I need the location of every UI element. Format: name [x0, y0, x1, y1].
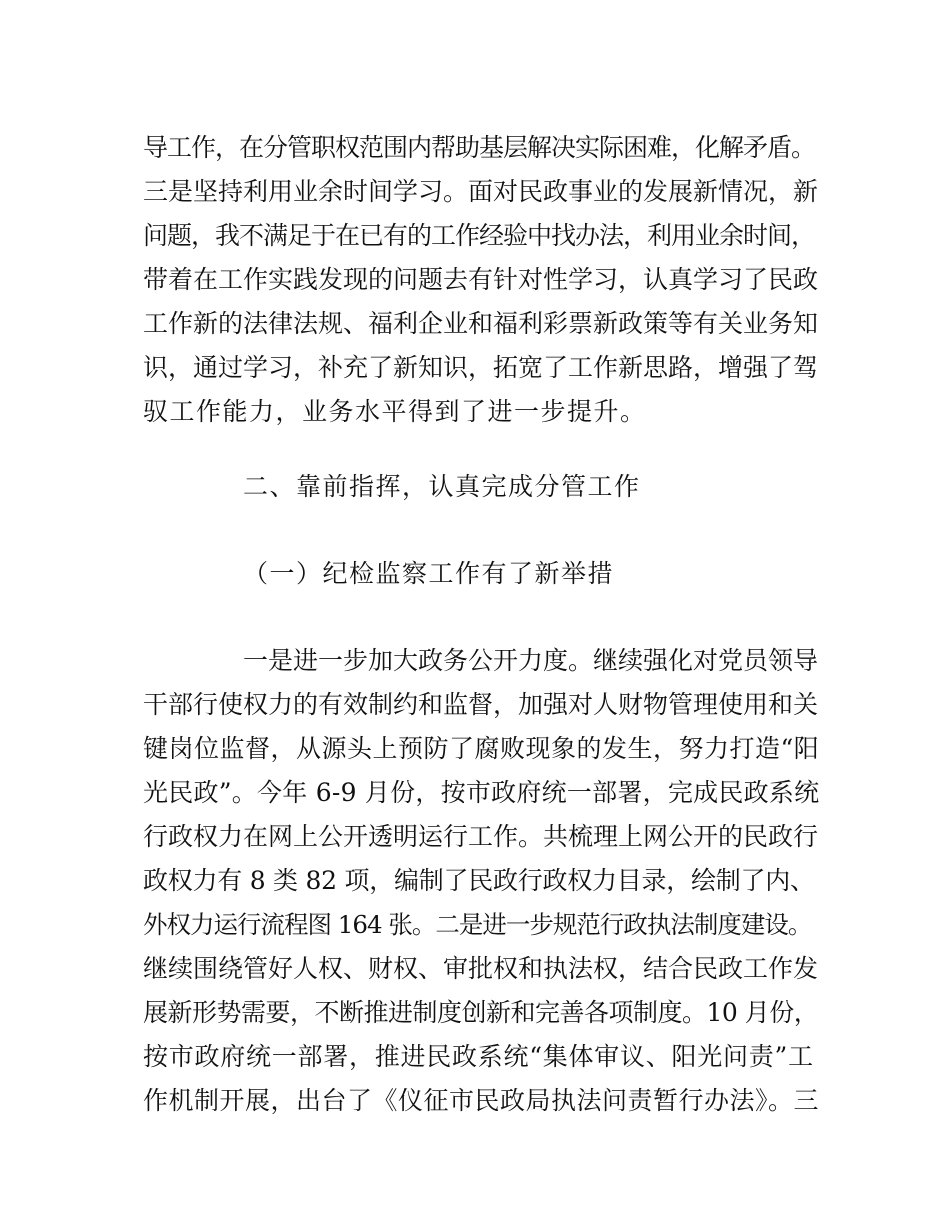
paragraph-line: 行政权力在网上公开透明运行工作。共梳理上网公开的民政行 [143, 822, 819, 851]
paragraph-line: 问题，我不满足于在已有的工作经验中找办法，利用业余时间， [143, 221, 816, 250]
paragraph-line: 一是进一步加大政务公开力度。继续强化对党员领导 [243, 646, 819, 675]
paragraph-line: 键岗位监督，从源头上预防了腐败现象的发生，努力打造“阳 [143, 734, 820, 763]
paragraph-line: 政权力有 8 类 82 项，编制了民政行政权力目录，绘制了内、 [143, 866, 815, 895]
paragraph-line: 三是坚持利用业余时间学习。面对民政事业的发展新情况，新 [143, 177, 819, 206]
subsection-heading: （一）纪检监察工作有了新举措 [243, 559, 615, 588]
paragraph-line: 工作新的法律法规、福利企业和福利彩票新政策等有关业务知 [143, 309, 819, 338]
paragraph-line: 光民政”。今年 6-9 月份，按市政府统一部署，完成民政系统 [143, 778, 820, 807]
paragraph-line: 干部行使权力的有效制约和监督，加强对人财物管理使用和关 [143, 690, 819, 719]
paragraph-line: 按市政府统一部署，推进民政系统“集体审议、阳光问责”工 [143, 1042, 814, 1071]
paragraph-line: 继续围绕管好人权、财权、审批权和执法权，结合民政工作发 [143, 954, 819, 983]
paragraph-line: 导工作，在分管职权范围内帮助基层解决实际困难，化解矛盾。 [143, 133, 816, 162]
paragraph-line: 驭工作能力，业务水平得到了进一步提升。 [143, 397, 647, 426]
paragraph-line: 外权力运行流程图 164 张。二是进一步规范行政执法制度建设。 [143, 910, 812, 939]
section-heading: 二、靠前指挥，认真完成分管工作 [243, 472, 641, 501]
paragraph-line: 作机制开展，出台了《仪征市民政局执法问责暂行办法》。三 [143, 1086, 820, 1115]
paragraph-line: 识，通过学习，补充了新知识，拓宽了工作新思路，增强了驾 [143, 353, 819, 382]
paragraph-line: 带着在工作实践发现的问题去有针对性学习，认真学习了民政 [143, 265, 819, 294]
paragraph-line: 展新形势需要，不断推进制度创新和完善各项制度。10 月份， [143, 998, 819, 1027]
